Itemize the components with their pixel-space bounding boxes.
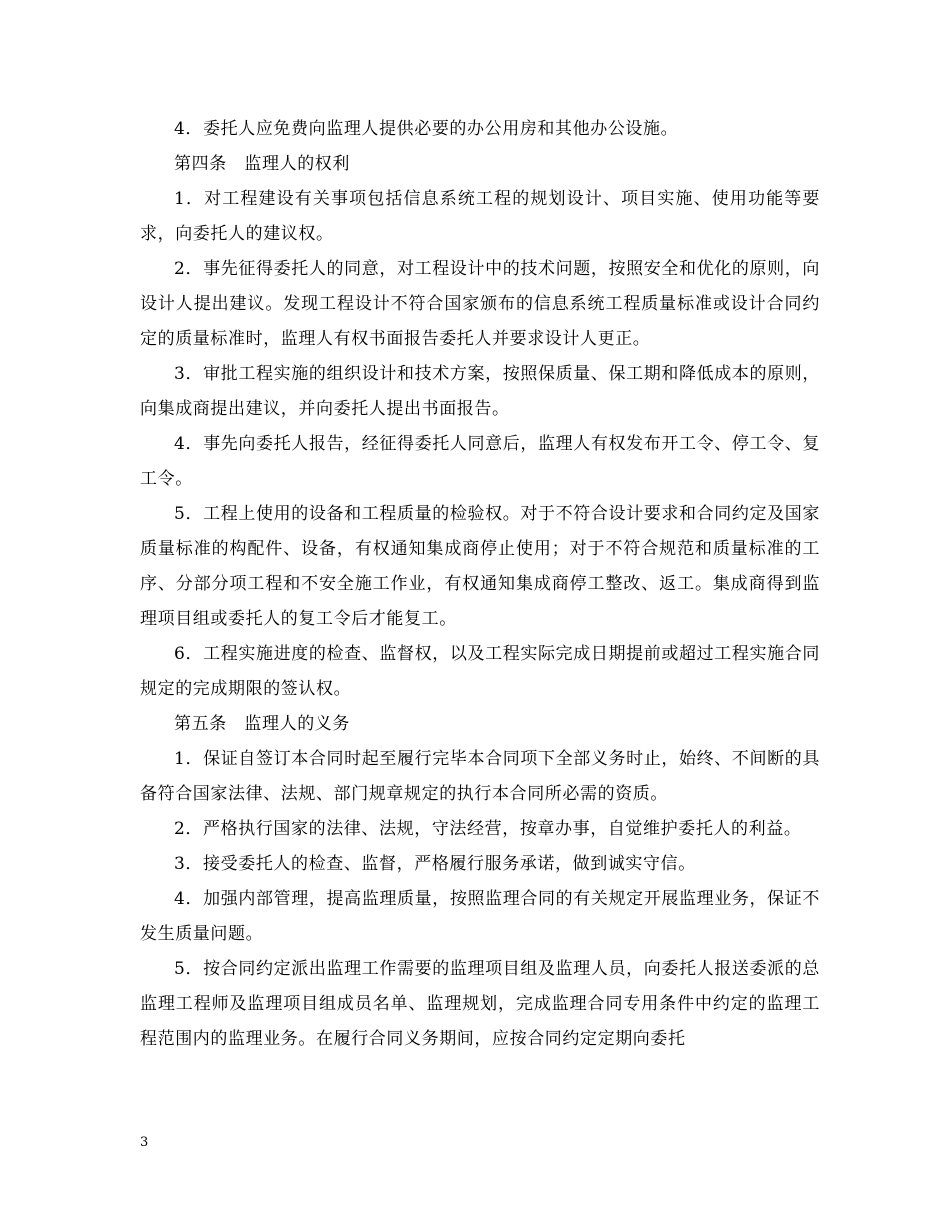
paragraph-duties-item-1: 1．保证自签订本合同时起至履行完毕本合同项下全部义务时止，始终、不间断的具备符合国家法律、法规、部门规章规定的执行本合同所必需的资质。	[140, 749, 820, 804]
page-number: 3	[140, 1135, 149, 1150]
article-4-heading: 第四条 监理人的权利	[174, 154, 350, 174]
article-5-heading: 第五条 监理人的义务	[174, 714, 350, 734]
paragraph-clause-3-item-4: 4．委托人应免费向监理人提供必要的办公用房和其他办公设施。	[174, 119, 679, 139]
paragraph-rights-item-4: 4．事先向委托人报告，经征得委托人同意后，监理人有权发布开工令、停工令、复工令。	[140, 434, 820, 489]
paragraph-duties-item-4: 4．加强内部管理，提高监理质量，按照监理合同的有关规定开展监理业务，保证不发生质量问题。	[140, 889, 820, 944]
paragraph-duties-item-5: 5．按合同约定派出监理工作需要的监理项目组及监理人员，向委托人报送委派的总监理工程师及监理项目组成员名单、监理规划，完成监理合同专用条件中约定的监理工程范围内的监理业务。在履行合同义务期间，应按合同约定定期向委托	[140, 959, 820, 1049]
paragraph-rights-item-2: 2．事先征得委托人的同意，对工程设计中的技术问题，按照安全和优化的原则，向设计人提出建议。发现工程设计不符合国家颁布的信息系统工程质量标准或设计合同约定的质量标准时，监理人有权书面报告委托人并要求设计人更正。	[140, 259, 820, 349]
document-body	[140, 112, 820, 1057]
paragraph-duties-item-3: 3．接受委托人的检查、监督，严格履行服务承诺，做到诚实守信。	[174, 854, 696, 874]
paragraph-rights-item-6: 6．工程实施进度的检查、监督权，以及工程实际完成日期提前或超过工程实施合同规定的完成期限的签认权。	[140, 644, 820, 699]
paragraph-duties-item-2: 2．严格执行国家的法律、法规，守法经营，按章办事，自觉维护委托人的利益。	[174, 819, 802, 839]
paragraph-rights-item-3: 3．审批工程实施的组织设计和技术方案，按照保质量、保工期和降低成本的原则，向集成商提出建议，并向委托人提出书面报告。	[140, 364, 820, 419]
paragraph-rights-item-5: 5．工程上使用的设备和工程质量的检验权。对于不符合设计要求和合同约定及国家质量标准的构配件、设备，有权通知集成商停止使用；对于不符合规范和质量标准的工序、分部分项工程和不安全施工作业，有权通知集成商停工整改、返工。集成商得到监理项目组或委托人的复工令后才能复工。	[140, 504, 820, 629]
paragraph-rights-item-1: 1．对工程建设有关事项包括信息系统工程的规划设计、项目实施、使用功能等要求，向委托人的建议权。	[140, 189, 820, 244]
